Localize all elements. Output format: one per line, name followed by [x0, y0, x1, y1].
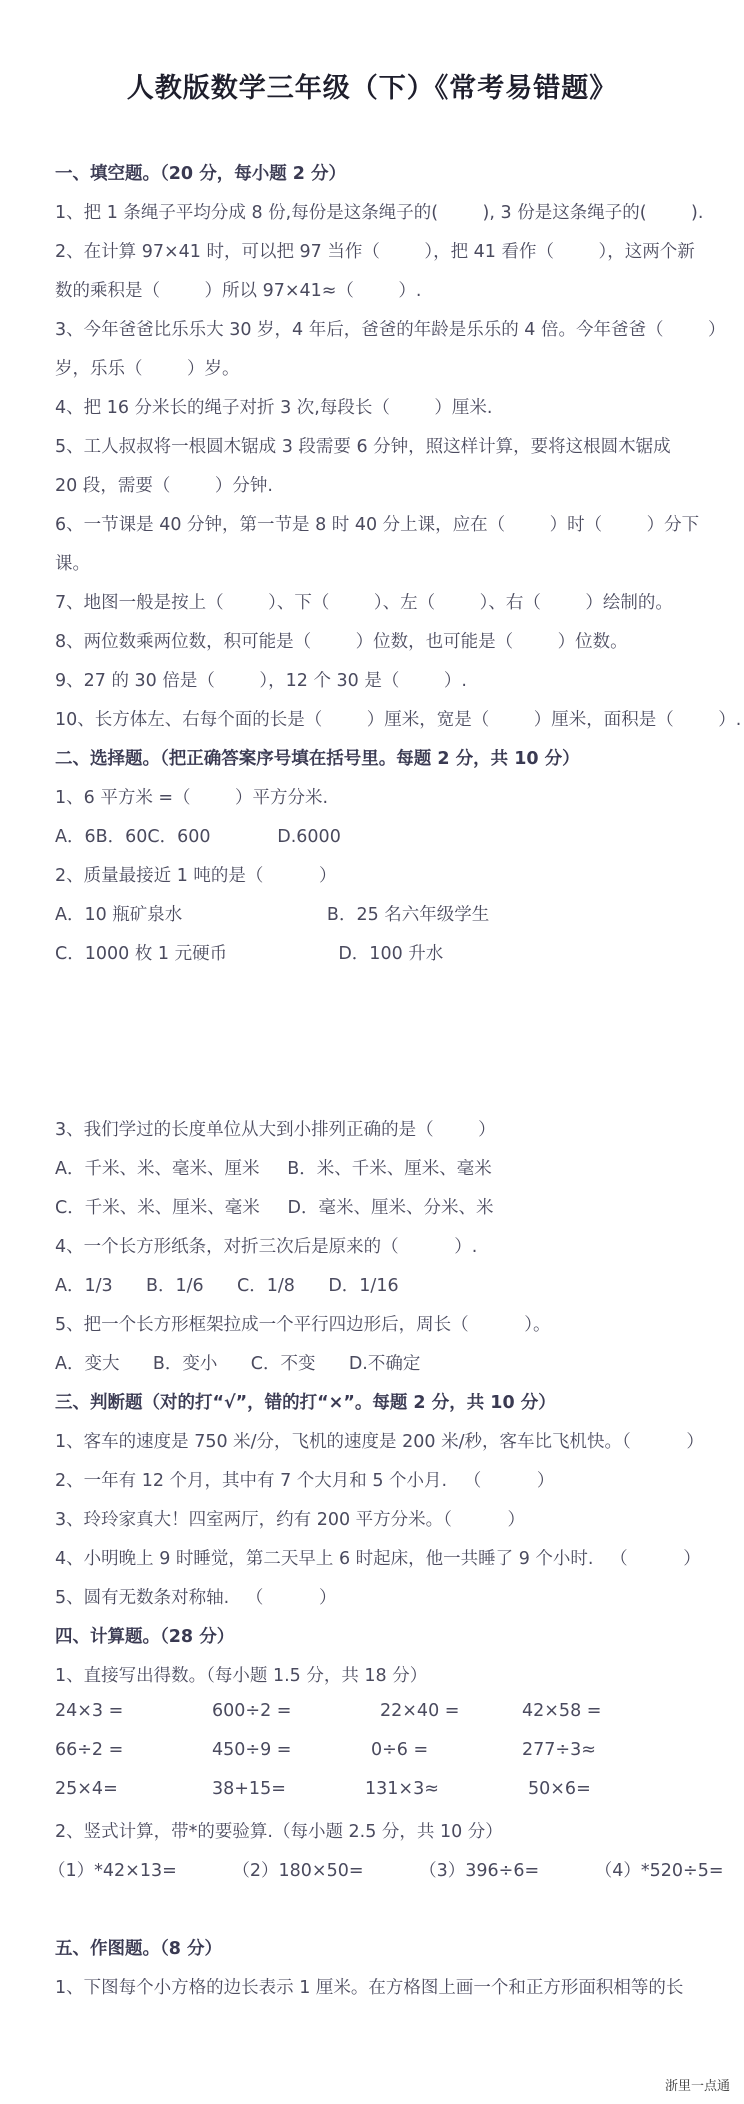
- question-line: 4、把 16 分米长的绳子对折 3 次,每段长（ ）厘米.: [55, 398, 493, 418]
- section-heading-calculation: 四、计算题。（28 分）: [55, 1627, 235, 1647]
- calc-subheading: 2、竖式计算，带*的要验算.（每小题 2.5 分，共 10 分）: [55, 1822, 503, 1842]
- question-line: 4、小明晚上 9 时睡觉，第二天早上 6 时起床，他一共睡了 9 个小时. （ ）: [55, 1549, 701, 1569]
- question-line: 3、玲玲家真大！四室两厅，约有 200 平方分米。（ ）: [55, 1510, 526, 1530]
- section-heading-true-false: 三、判断题（对的打“√”，错的打“×”。每题 2 分，共 10 分）: [55, 1393, 556, 1413]
- calc-item: 24×3 =: [55, 1701, 124, 1721]
- question-line: C．千米、米、厘米、毫米 D．毫米、厘米、分米、米: [55, 1198, 494, 1218]
- question-line: 1、6 平方米 =（ ）平方分米.: [55, 788, 329, 808]
- question-line: 10、长方体左、右每个面的长是（ ）厘米，宽是（ ）厘米，面积是（ ）.: [55, 710, 742, 730]
- question-line: 2、质量最接近 1 吨的是（ ）: [55, 866, 337, 886]
- calc-item: 66÷2 =: [55, 1740, 124, 1760]
- question-line: 2、在计算 97×41 时，可以把 97 当作（ ），把 41 看作（ ），这两个新: [55, 242, 695, 262]
- question-line: 2、一年有 12 个月，其中有 7 个大月和 5 个小月. （ ）: [55, 1471, 555, 1491]
- question-line: 7、地图一般是按上（ ）、下（ ）、左（ ）、右（ ）绘制的。: [55, 593, 673, 613]
- question-line: A．千米、米、毫米、厘米 B．米、千米、厘米、毫米: [55, 1159, 492, 1179]
- calc-item: 450÷9 =: [212, 1740, 292, 1760]
- calc-item: 50×6=: [528, 1779, 591, 1799]
- question-line: 课。: [55, 554, 90, 574]
- calc-item: 25×4=: [55, 1779, 118, 1799]
- calc-item: 277÷3≈: [522, 1740, 596, 1760]
- question-line: 8、两位数乘两位数，积可能是（ ）位数，也可能是（ ）位数。: [55, 632, 628, 652]
- question-line: 岁，乐乐（ ）岁。: [55, 359, 240, 379]
- question-line: 6、一节课是 40 分钟，第一节是 8 时 40 分上课，应在（ ）时（ ）分下: [55, 515, 700, 535]
- section-heading-multiple-choice: 二、选择题。（把正确答案序号填在括号里。每题 2 分，共 10 分）: [55, 749, 580, 769]
- question-line: 5、圆有无数条对称轴. （ ）: [55, 1588, 337, 1608]
- question-line: C．1000 枚 1 元硬币 D．100 升水: [55, 944, 444, 964]
- question-line: A．6B．60C．600 D.6000: [55, 827, 341, 847]
- question-line: A．变大 B．变小 C．不变 D.不确定: [55, 1354, 421, 1374]
- calc-item: 131×3≈: [365, 1779, 439, 1799]
- calc-item: 0÷6 =: [371, 1740, 429, 1760]
- calc-item: 600÷2 =: [212, 1701, 292, 1721]
- question-line: 1、下图每个小方格的边长表示 1 厘米。在方格图上画一个和正方形面积相等的长: [55, 1978, 684, 1998]
- calc-subheading: 1、直接写出得数。（每小题 1.5 分，共 18 分）: [55, 1666, 428, 1686]
- question-line: A．10 瓶矿泉水 B．25 名六年级学生: [55, 905, 490, 925]
- question-line: 3、今年爸爸比乐乐大 30 岁，4 年后，爸爸的年龄是乐乐的 4 倍。今年爸爸（ ）: [55, 320, 726, 340]
- section-heading-drawing: 五、作图题。（8 分）: [55, 1939, 223, 1959]
- page-title: 人教版数学三年级（下）《常考易错题》: [126, 73, 618, 104]
- question-line: 数的乘积是（ ）所以 97×41≈（ ）.: [55, 281, 422, 301]
- question-line: 4、一个长方形纸条，对折三次后是原来的（ ）.: [55, 1237, 478, 1257]
- calc-item: 42×58 =: [522, 1701, 602, 1721]
- question-line: 20 段，需要（ ）分钟.: [55, 476, 273, 496]
- question-line: 5、工人叔叔将一根圆木锯成 3 段需要 6 分钟，照这样计算，要将这根圆木锯成: [55, 437, 671, 457]
- question-line: 1、客车的速度是 750 米/分，飞机的速度是 200 米/秒，客车比飞机快。（ ）: [55, 1432, 704, 1452]
- calc-item: 38+15=: [212, 1779, 286, 1799]
- calc-item: 22×40 =: [380, 1701, 460, 1721]
- section-heading-fill-blank: 一、填空题。（20 分，每小题 2 分）: [55, 164, 347, 184]
- question-line: 5、把一个长方形框架拉成一个平行四边形后，周长（ ）。: [55, 1315, 551, 1335]
- vertical-calc-line: （1）*42×13= （2）180×50= （3）396÷6= （4）*520÷5=: [48, 1861, 724, 1881]
- footer-watermark: 浙里一点通: [664, 2079, 730, 2094]
- question-line: 3、我们学过的长度单位从大到小排列正确的是（ ）: [55, 1120, 496, 1140]
- question-line: 9、27 的 30 倍是（ ），12 个 30 是（ ）.: [55, 671, 467, 691]
- question-line: 1、把 1 条绳子平均分成 8 份,每份是这条绳子的( ), 3 份是这条绳子的( ).: [55, 203, 704, 223]
- question-line: A．1/3 B．1/6 C．1/8 D．1/16: [55, 1276, 399, 1296]
